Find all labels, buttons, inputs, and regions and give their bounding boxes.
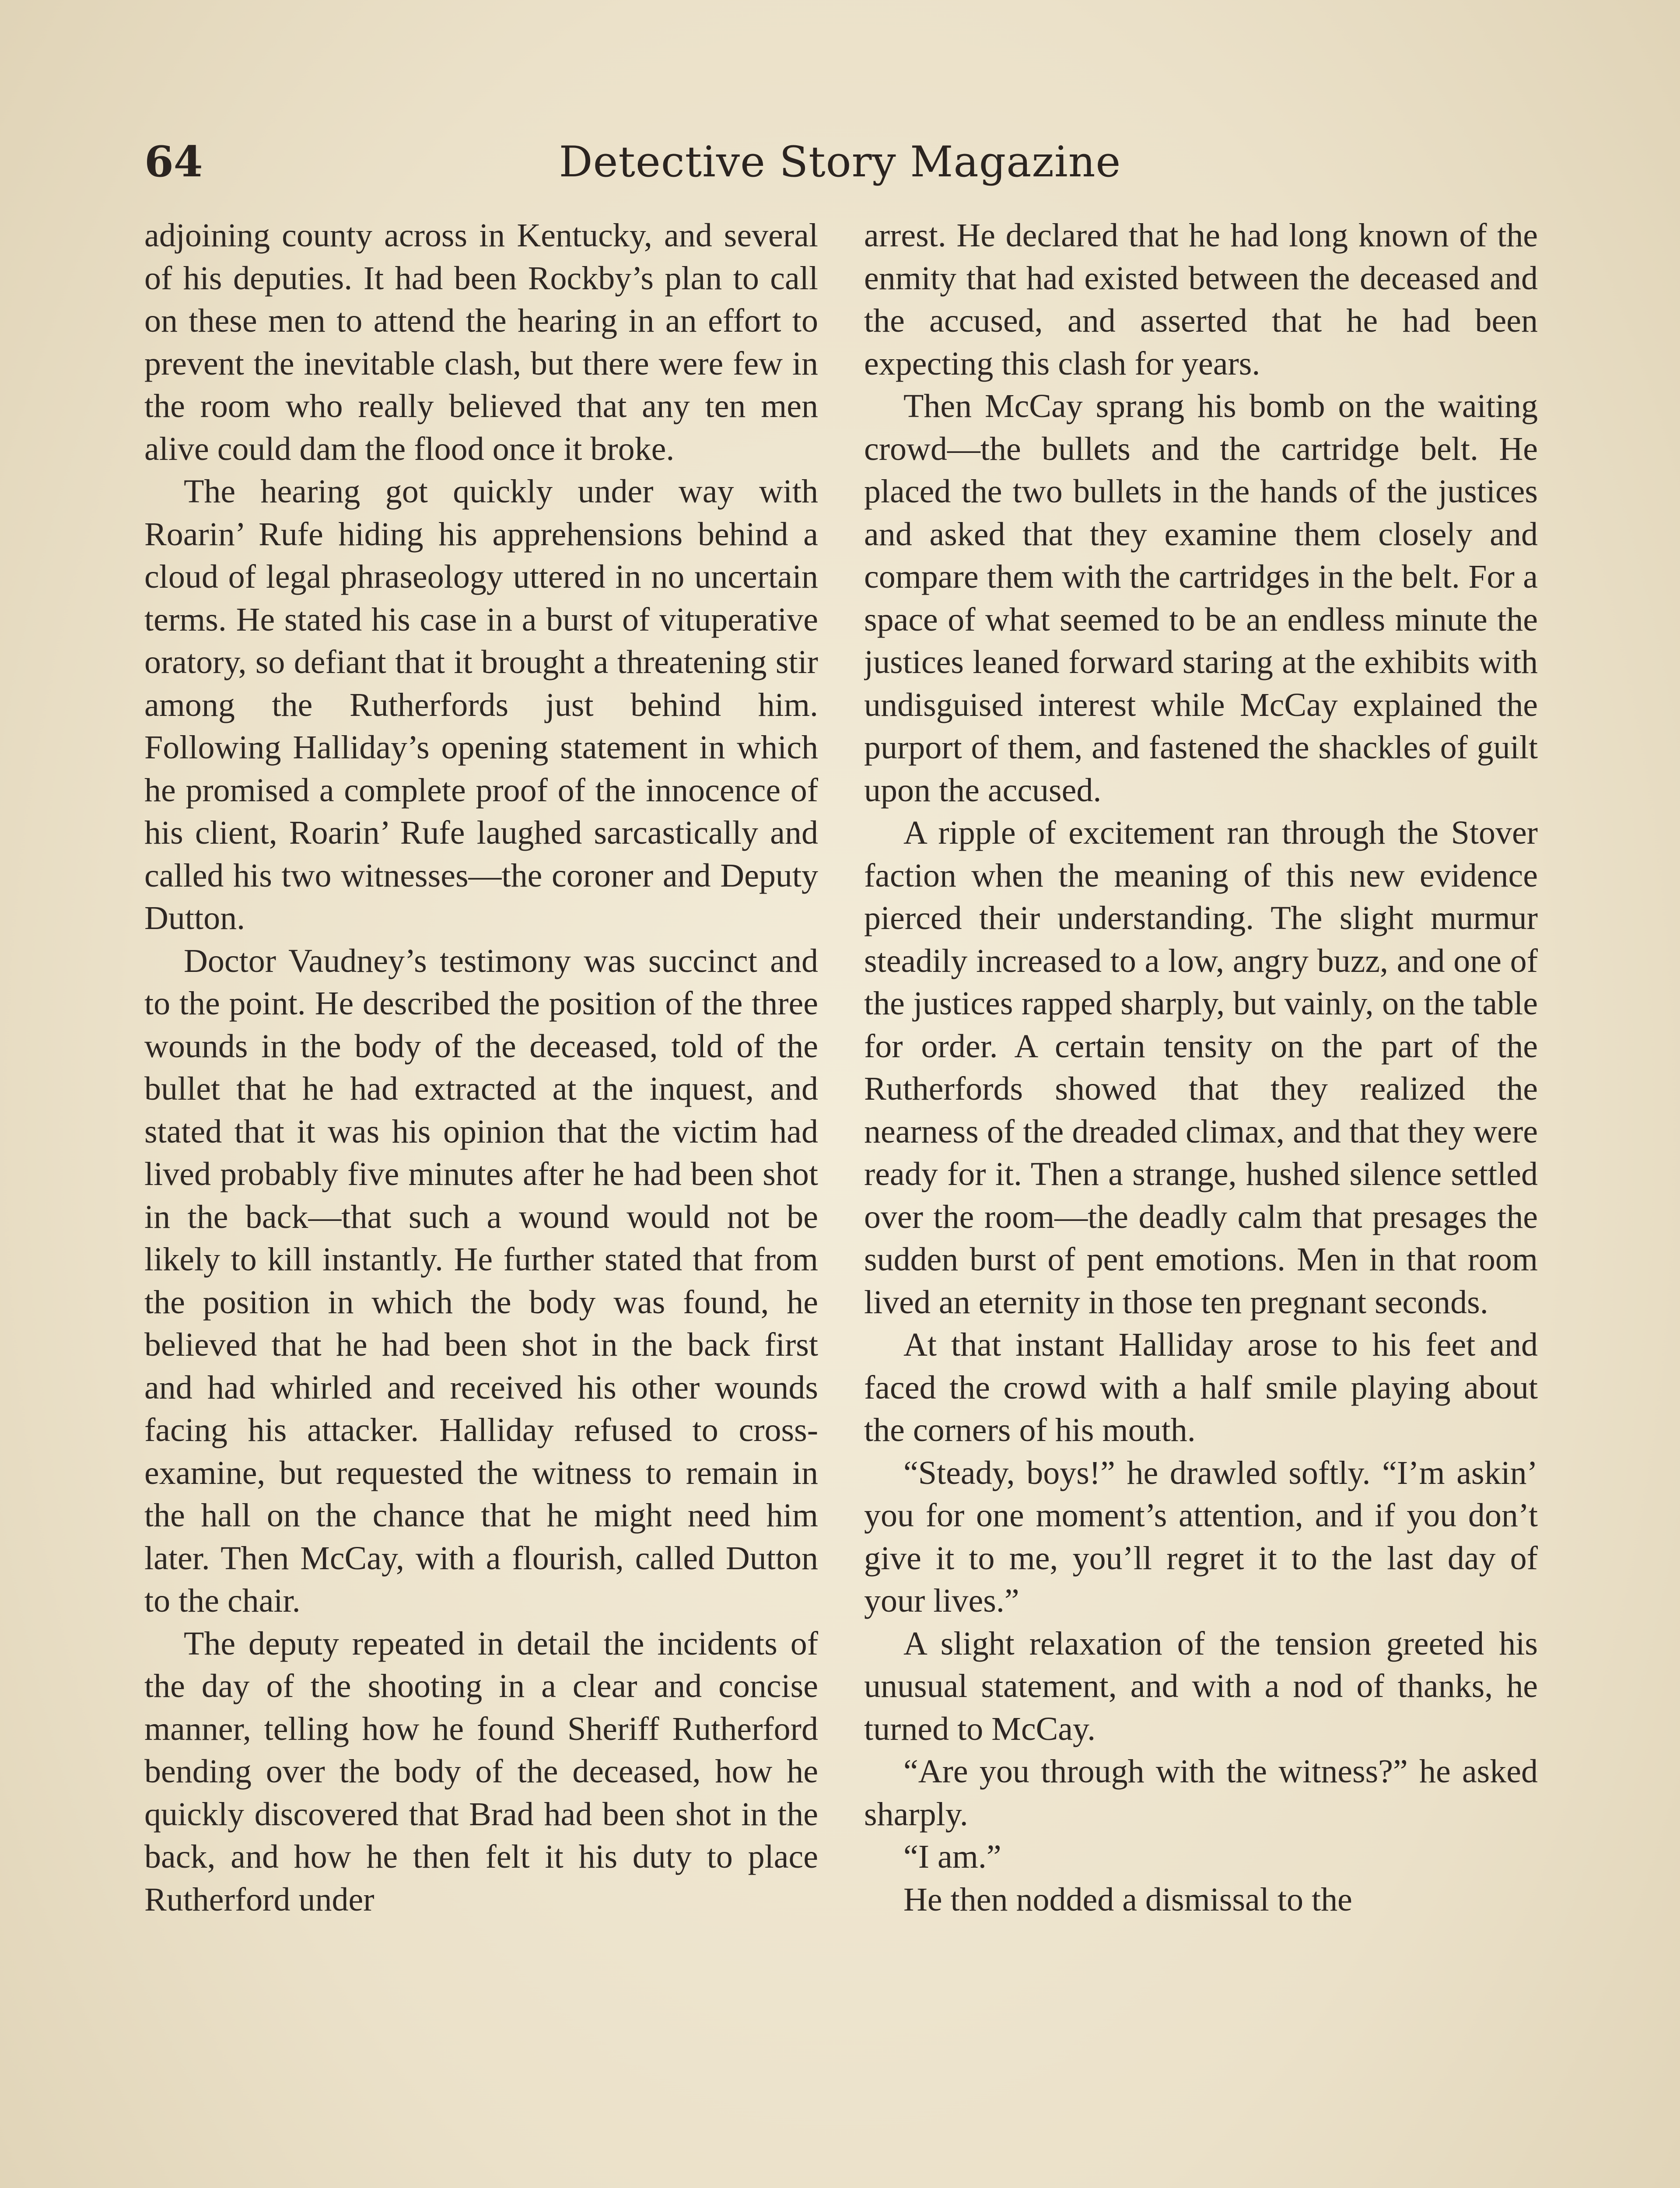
paragraph: A slight relaxation of the tension greeted his unusual statement, and with a nod of thanks, he turned to McCay. xyxy=(864,1625,1538,1747)
paragraph: “I am.” xyxy=(903,1838,1001,1875)
paragraph: The hearing got quickly under way with Roarin’ Rufe hiding his apprehensions behind a cloud of legal phraseology uttered in no uncertain terms. He stated his case in a burst of vituperative oratory, so defiant that it brought a threatening stir among the Rutherfords just behind him. Following Halliday’s opening statement in which he promised a complete proof of the innocence of his client, Roarin’ Rufe laughed sarcastically and called his two witnesses—the coroner and Deputy Dutton. xyxy=(144,473,818,936)
left-column xyxy=(144,214,818,2188)
paragraph: At that instant Halliday arose to his feet and faced the crowd with a half smile playing about the corners of his mouth. xyxy=(864,1326,1538,1448)
paragraph: arrest. He declared that he had long known of the enmity that had existed between the deceased and the accused, and asserted that he had been expecting this clash for years. xyxy=(864,217,1538,382)
paragraph: He then nodded a dismissal to the xyxy=(903,1881,1352,1918)
paragraph: Then McCay sprang his bomb on the waiting crowd—the bullets and the cartridge belt. He placed the two bullets in the hands of the justices and asked that they examine them closely and compare them with the cartridges in the belt. For a space of what seemed to be an endless minute the justices leaned forward staring at the exhibits with undisguised interest while McCay explained the purport of them, and fastened the shackles of guilt upon the accused. xyxy=(864,388,1538,809)
right-column xyxy=(864,214,1538,2188)
paragraph: Doctor Vaudney’s testimony was succinct and to the point. He described the position of the three wounds in the body of the deceased, told of the bullet that he had extracted at the inquest, and stated that it was his opinion that the victim had lived probably five minutes after he had been shot in the back—that such a wound would not be likely to kill instantly. He further stated that from the position in which the body was found, he believed that he had been shot in the back first and had whirled and received his other wounds facing his attacker. Halliday refused to cross-examine, but requested the witness to remain in the hall on the chance that he might need him later. Then McCay, with a flourish, called Dutton to the chair. xyxy=(144,942,818,1619)
paragraph: “Steady, boys!” he drawled softly. “I’m askin’ you for one moment’s attention, and if you don’t give it to me, you’ll regret it to the last day of your lives.” xyxy=(864,1454,1538,1619)
magazine-title: Detective Story Magazine xyxy=(559,137,1121,186)
running-head xyxy=(144,131,1536,193)
paragraph: The deputy repeated in detail the incidents of the day of the shooting in a clear and concise manner, telling how he found Sheriff Rutherford bending over the body of the deceased, how he quickly discovered that Brad had been shot in the back, and how he then felt it his duty to place Rutherford under xyxy=(144,1625,818,1918)
paragraph: “Are you through with the witness?” he asked sharply. xyxy=(864,1753,1538,1833)
page-number: 64 xyxy=(144,137,203,186)
paragraph: adjoining county across in Kentucky, and several of his deputies. It had been Rockby’s plan to call on these men to attend the hearing in an effort to prevent the inevitable clash, but there were few in the room who really believed that any ten men alive could dam the flood once it broke. xyxy=(144,217,818,467)
paragraph: A ripple of excitement ran through the Stover faction when the meaning of this new evidence pierced their understanding. The slight murmur steadily increased to a low, angry buzz, and one of the justices rapped sharply, but vainly, on the table for order. A certain tensity on the part of the Rutherfords showed that they realized the nearness of the dreaded climax, and that they were ready for it. Then a strange, hushed silence settled over the room—the deadly calm that presages the sudden burst of pent emotions. Men in that room lived an eternity in those ten pregnant seconds. xyxy=(864,814,1538,1321)
